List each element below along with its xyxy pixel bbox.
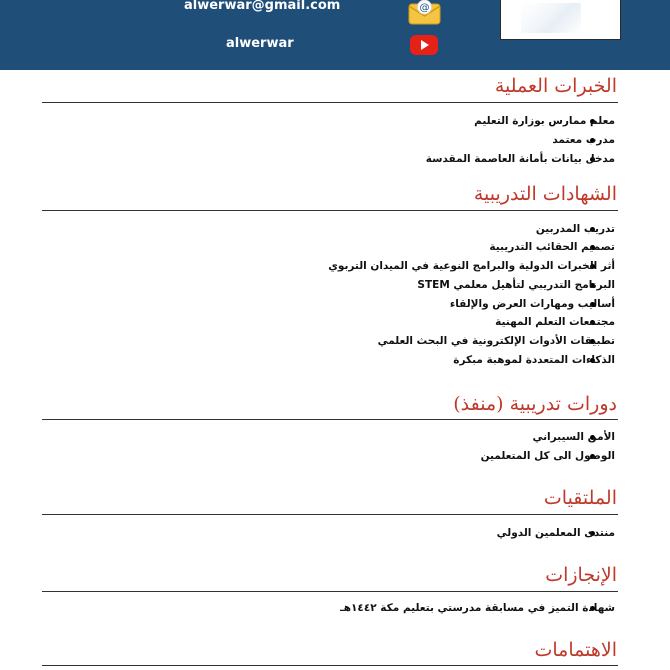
section-title-training-certificates: الشهادات التدريبية [473, 183, 617, 205]
profile-photo [500, 0, 621, 40]
list-item: أساليب ومهارات العرض والإلقاء [449, 298, 615, 310]
youtube-username[interactable]: alwerwar [226, 36, 294, 51]
list-item: أثر الخبرات الدولية والبرامج النوعية في الميدان التربوي [328, 260, 615, 272]
section-divider [42, 419, 618, 420]
list-item: تصميم الحقائب التدريبية [489, 241, 615, 253]
email-address[interactable]: alwerwar@gmail.com [184, 0, 341, 13]
section-divider [42, 665, 618, 666]
list-item: مجتمعات التعلم المهنية [495, 316, 615, 328]
list-item: الأمن السيبراني [532, 431, 615, 443]
contact-header [0, 0, 670, 70]
list-item: معلم ممارس بوزارة التعليم [474, 115, 615, 127]
svg-text:@: @ [419, 2, 430, 14]
email-icon[interactable] [408, 0, 441, 25]
youtube-icon[interactable] [410, 34, 438, 56]
list-item: مدخل بيانات بأمانة العاصمة المقدسة [425, 153, 615, 165]
section-divider [42, 591, 618, 592]
list-item: تطبيقات الأدوات الإلكترونية في البحث العلمي [377, 335, 615, 347]
section-divider [42, 210, 618, 211]
section-title-achievements: الإنجازات [545, 564, 617, 586]
list-item: الذكاءات المتعددة لموهبة مبكرة [453, 354, 615, 366]
section-title-courses-delivered: دورات تدريبية (منفذ) [453, 393, 617, 415]
list-item: شهادة التميز في مسابقة مدرستي بتعليم مكة ١٤٤٢هـ [340, 602, 615, 614]
list-item: البرنامج التدريبي لتأهيل معلمي STEM [417, 279, 615, 291]
list-item: منتدى المعلمين الدولي [496, 527, 615, 539]
list-item: الوصول الى كل المتعلمين [480, 450, 615, 462]
section-title-work-experience: الخبرات العملية [494, 75, 617, 97]
list-item: تدريب المدربين [535, 223, 615, 235]
list-item: مدرب معتمد [552, 134, 615, 146]
section-divider [42, 514, 618, 515]
section-title-interests: الاهتمامات [534, 639, 617, 661]
section-divider [42, 102, 618, 103]
section-title-forums: الملتقيات [543, 487, 617, 509]
